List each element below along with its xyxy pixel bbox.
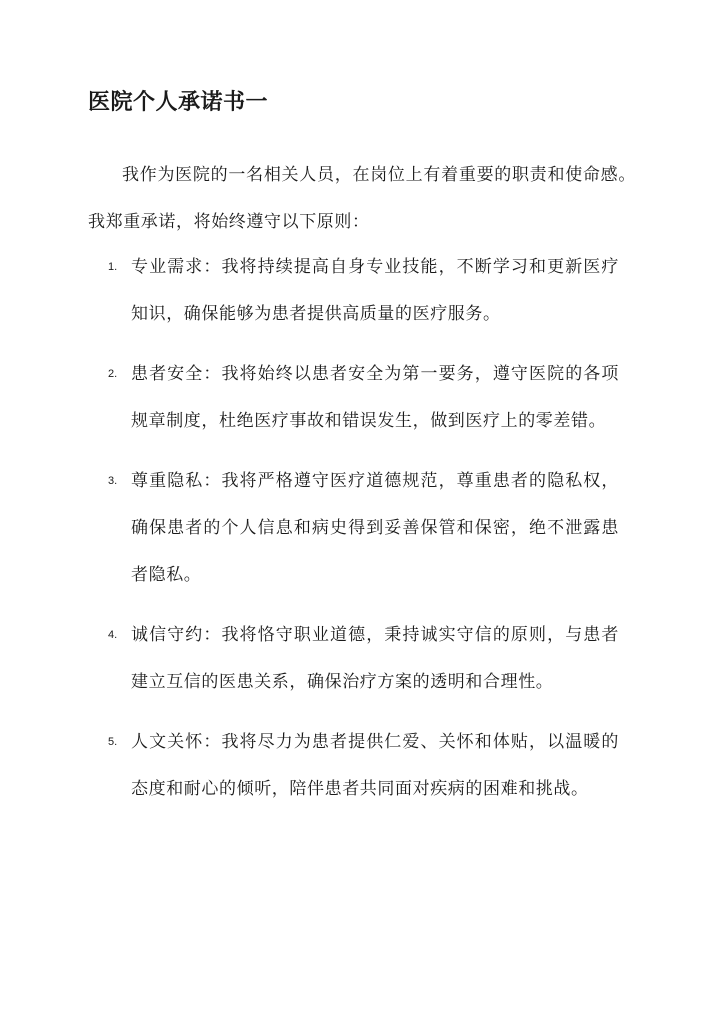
list-item xyxy=(0,244,720,338)
list-item-number: 1. xyxy=(108,261,118,273)
list-item-number: 4. xyxy=(108,629,118,641)
list-item-text: 尊重隐私：我将严格遵守医疗道德规范，尊重患者的隐私权，确保患者的个人信息和病史得到妥善保管和保密，绝不泄露患者隐私。 xyxy=(131,471,619,585)
document-title: 医院个人承诺书一 xyxy=(88,89,269,115)
list-item-text: 人文关怀：我将尽力为患者提供仁爱、关怀和体贴，以温暖的态度和耐心的倾听，陪伴患者共同面对疾病的困难和挑战。 xyxy=(131,732,619,799)
list-item xyxy=(0,612,720,706)
list-item xyxy=(0,458,720,599)
commitment-list xyxy=(0,244,720,826)
list-item xyxy=(0,351,720,445)
list-item xyxy=(0,719,720,813)
intro-paragraph: 我作为医院的一名相关人员，在岗位上有着重要的职责和使命感。我郑重承诺，将始终遵守以下原则： xyxy=(88,165,636,232)
list-item-text: 专业需求：我将持续提高自身专业技能，不断学习和更新医疗知识，确保能够为患者提供高质量的医疗服务。 xyxy=(131,257,619,324)
list-item-number: 3. xyxy=(108,475,118,487)
list-item-text: 诚信守约：我将恪守职业道德，秉持诚实守信的原则，与患者建立互信的医患关系，确保治疗方案的透明和合理性。 xyxy=(131,625,619,692)
list-item-number: 2. xyxy=(108,368,118,380)
list-item-text: 患者安全：我将始终以患者安全为第一要务，遵守医院的各项规章制度，杜绝医疗事故和错误发生，做到医疗上的零差错。 xyxy=(131,364,619,431)
list-item-number: 5. xyxy=(108,736,118,748)
